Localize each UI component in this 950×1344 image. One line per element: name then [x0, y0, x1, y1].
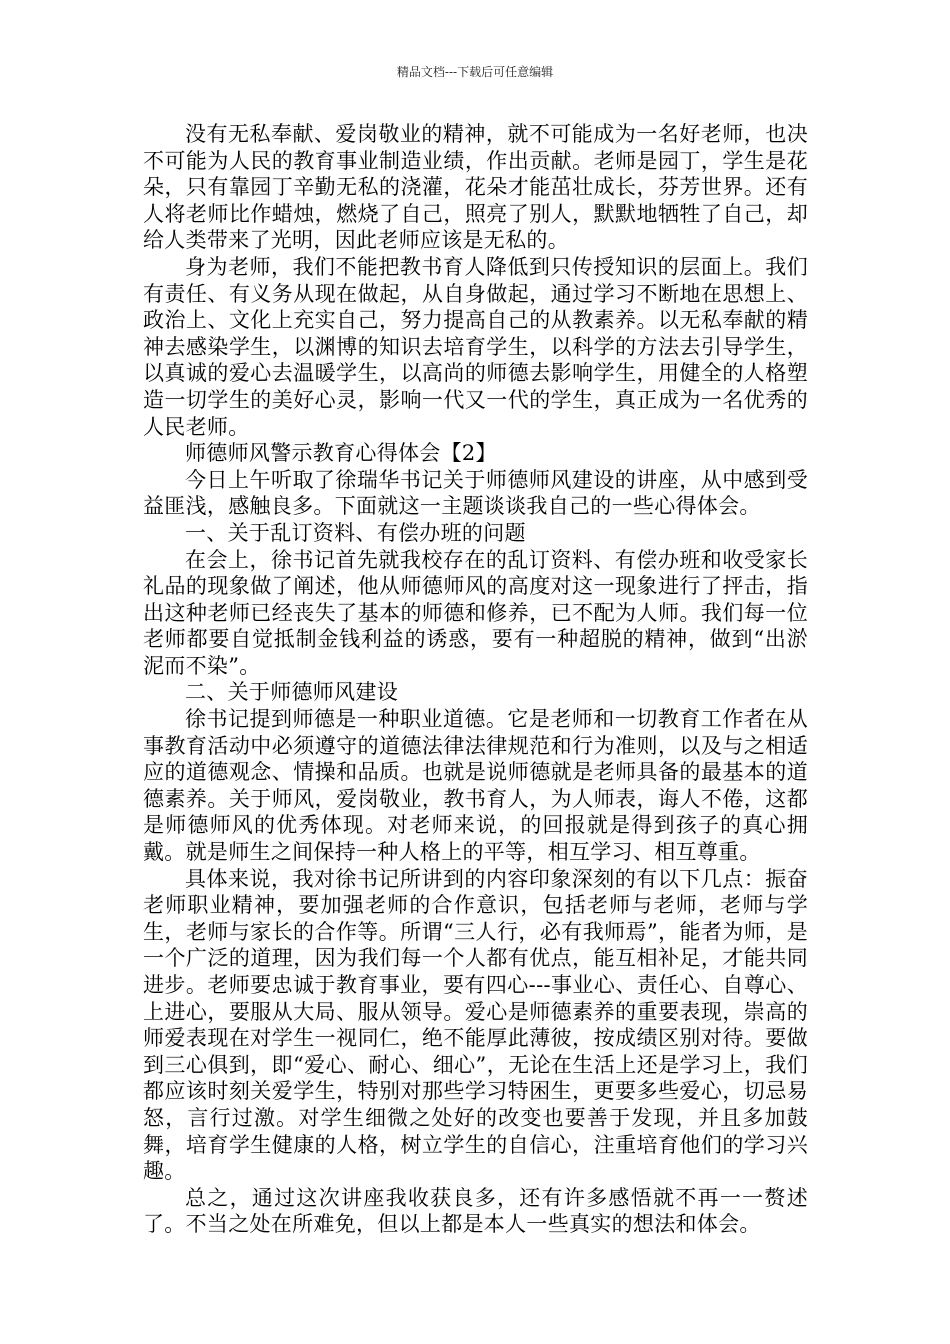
paragraph: 总之，通过这次讲座我收获良多，还有许多感悟就不再一一赘述了。不当之处在所难免，但以上都是本人一些真实的想法和体会。: [143, 1185, 808, 1237]
section-title: 师德师风警示教育心得体会【2】: [185, 441, 497, 466]
page-header: 精品文档---下载后可任意编辑: [396, 65, 554, 79]
paragraph: 身为老师，我们不能把教书育人降低到只传授知识的层面上。我们有责任、有义务从现在做起，从自身做起，通过学习不断地在思想上、政治上、文化上充实自己，努力提高自己的从教素养。以无私奉献的精神去感染学生，以渊博的知识去培育学生，以科学的方法去引导学生，以真诚的爱心去温暖学生，以高尚的师德去影响学生，用健全的人格塑造一切学生的美好心灵，影响一代又一代的学生，真正成为一名优秀的人民老师。: [143, 254, 808, 439]
paragraph: 没有无私奉献、爱岗敬业的精神，就不可能成为一名好老师，也决不可能为人民的教育事业制造业绩，作出贡献。老师是园丁，学生是花朵，只有靠园丁辛勤无私的浇灌，花朵才能茁壮成长，芬芳世界。还有人将老师比作蜡烛，燃烧了自己，照亮了别人，默默地牺牲了自己，却给人类带来了光明，因此老师应该是无私的。: [143, 122, 808, 253]
paragraph: 今日上午听取了徐瑞华书记关于师德师风建设的讲座，从中感到受益匪浅，感触良多。下面就这一主题谈谈我自己的一些心得体会。: [143, 467, 808, 519]
paragraph: 在会上，徐书记首先就我校存在的乱订资料、有偿办班和收受家长礼品的现象做了阐述，他从师德师风的高度对这一现象进行了抨击，指出这种老师已经丧失了基本的师德和修养，已不配为人师。我们每一位老师都要自觉抵制金钱利益的诱惑，要有一种超脱的精神，做到“出淤泥而不染”。: [143, 547, 808, 678]
paragraph: 徐书记提到师德是一种职业道德。它是老师和一切教育工作者在从事教育活动中必须遵守的道德法律法律规范和行为准则，以及与之相适应的道德观念、情操和品质。也就是说师德就是老师具备的最基本的道德素养。关于师风，爱岗敬业，教书育人，为人师表，诲人不倦，这都是师德师风的优秀体现。对老师来说，的回报就是得到孩子的真心拥戴。就是师生之间保持一种人格上的平等，相互学习、相互尊重。: [143, 707, 808, 865]
section-heading: 一、关于乱订资料、有偿办班的问题: [185, 520, 526, 545]
paragraph: 具体来说，我对徐书记所讲到的内容印象深刻的有以下几点：振奋老师职业精神，要加强老师的合作意识，包括老师与老师，老师与学生，老师与家长的合作等。所谓“三人行，必有我师焉”，能者为师，是一个广泛的道理，因为我们每一个人都有优点，能互相补足，才能共同进步。老师要忠诚于教育事业，要有四心---事业心、责任心、自尊心、上进心，要服从大局、服从领导。爱心是师德素养的重要表现，崇高的师爱表现在对学生一视同仁，绝不能厚此薄彼，按成绩区别对待。要做到三心俱到，即“爱心、耐心、细心”，无论在生活上还是学习上，我们都应该时刻关爱学生，特别对那些学习特困生，更要多些爱心，切忌易怒，言行过激。对学生细微之处好的改变也要善于发现，并且多加鼓舞，培育学生健康的人格，树立学生的自信心，注重培育他们的学习兴趣。: [143, 866, 808, 1184]
document-body: [143, 121, 808, 1238]
section-heading: 二、关于师德师风建设: [185, 680, 398, 705]
